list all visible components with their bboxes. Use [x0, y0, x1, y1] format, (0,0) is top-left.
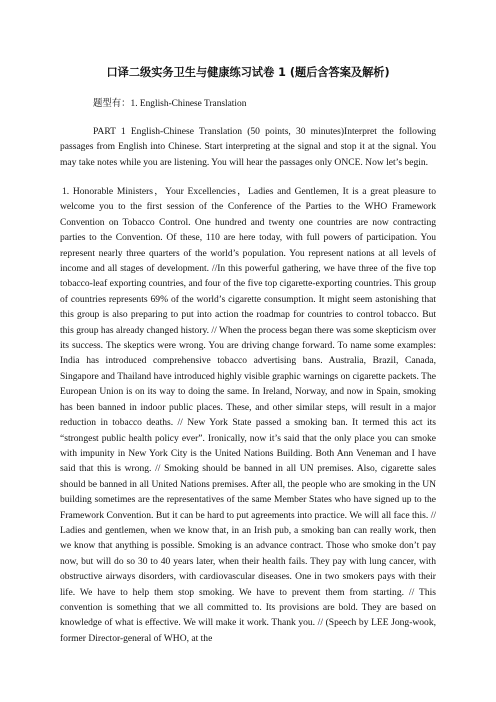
- question-type-line: 题型有：1. English-Chinese Translation: [93, 99, 247, 109]
- document-title: 口译二级实务卫生与健康练习试卷 1 (题后含答案及解析): [106, 66, 390, 79]
- passage-text: 1. Honorable Ministers，Your Excellencies，Ladies and Gentlemen, It is a great pleasure to welcome you to the first session of the Conference of the Parties to the WHO Framework Convention on Tobacco Control. One hundred and twenty one countries are now contracting parties to the Convention. Of these, 110 are here today, with full powers of participation. You represent nearly three quarters of the world’s population. You represent nations at all levels of income and all stages of development. //In this powerful gathering, we have three of the five top tobacco-leaf exporting countries, and four of the five top cigarette-exporting countries. This group of countries represents 69% of the world’s cigarette consumption. It might seem astonishing that this group is also preparing to put into action the roadmap for countries to control tobacco. But this group has already changed history. // When the process began there was some skepticism over its success. The skeptics were wrong. You are driving change forward. To name some examples: India has introduced comprehensive tobacco advertising bans. Australia, Brazil, Canada, Singapore and Thailand have introduced highly visible graphic warnings on cigarette packets. The European Union is on its way to doing the same. In Ireland, Norway, and now in Spain, smoking has been banned in indoor public places. These, and other similar steps, will result in a major reduction in tobacco deaths. // New York State passed a smoking ban. It termed this act its “strongest public health policy ever”. Ironically, now it’s said that the only place you can smoke with impunity in New York City is the United Nations Building. Both Ann Veneman and I have said that this is wrong. // Smoking should be banned in all UN premises. Also, cigarette sales should be banned in all United Nations premises. After all, the people who are smoking in the UN building sometimes are the representatives of the same Member States who have signed up to the Framework Convention. But it can be hard to put agreements into practice. We will all face this. // Ladies and gentlemen, when we know that, in an Irish pub, a smoking ban can really work, then we know that anything is possible. Smoking is an advance contract. Those who smoke don’t pay now, but will do so 30 to 40 years later, when their health fails. They pay with lung cancer, with obstructive airways disorders, with cardiovascular diseases. One in two smokers pays with their life. We have to help them stop smoking. We have to prevent them from starting. // This convention is something that we all committed to. Its provisions are bold. They are based on knowledge of what is effective. We will make it work. Thank you. // (Speech by LEE Jong-wook, former Director-general of WHO, at the: [60, 186, 436, 644]
- part-instructions: PART 1 English-Chinese Translation (50 points, 30 minutes)Interpret the following passages from English into Chinese. Start interpreting at the signal and stop it at the signal. You may take notes while you are listening. You will hear the passages only ONCE. Now let’s begin.: [60, 126, 436, 168]
